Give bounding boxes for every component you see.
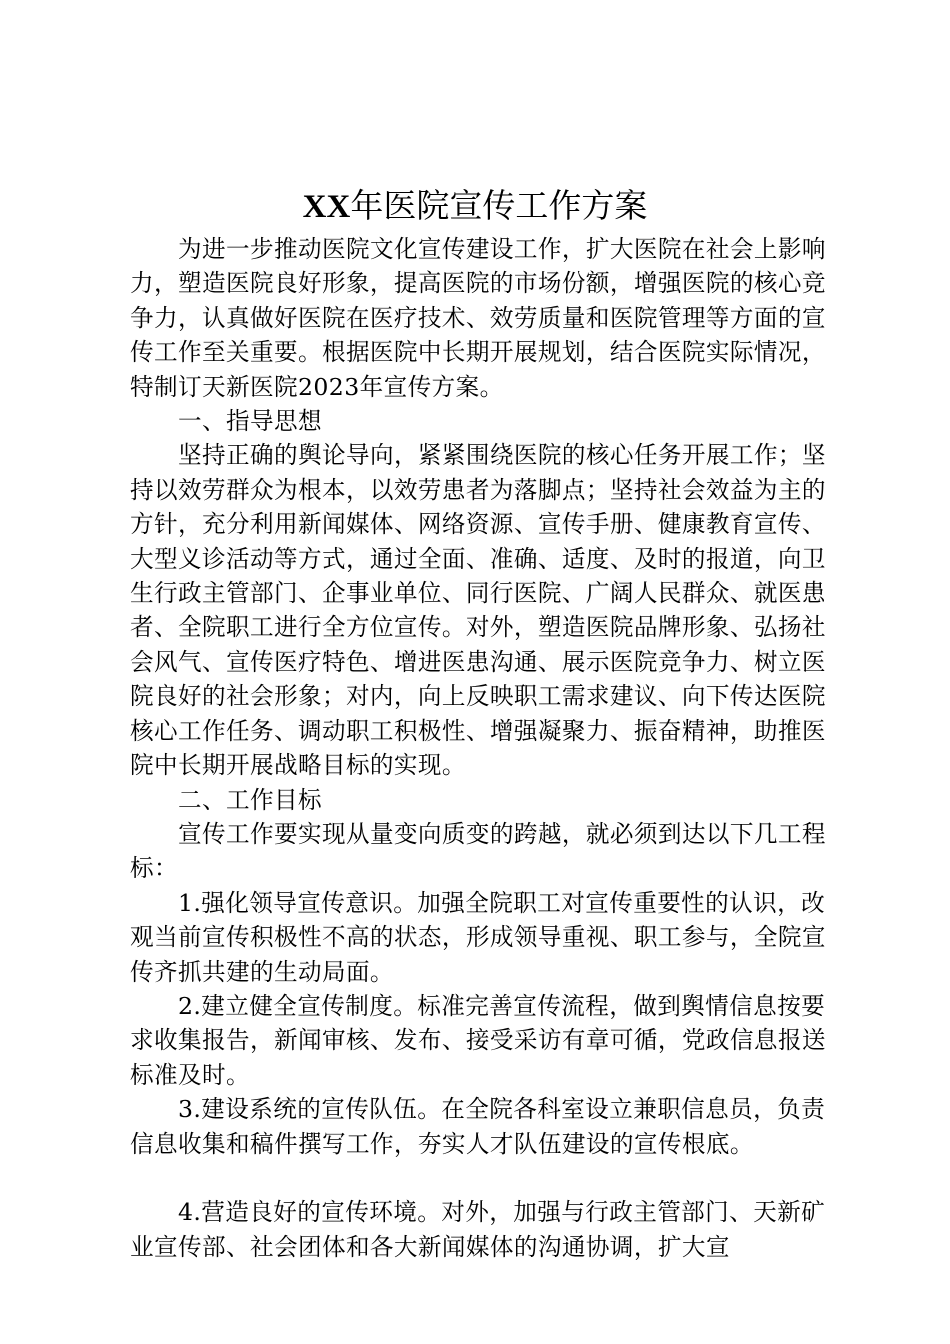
section-1-paragraph: 坚持正确的舆论导向，紧紧围绕医院的核心任务开展工作；坚持以效劳群众为根本，以效劳患者为落脚点；坚持社会效益为主的方针，充分利用新闻媒体、网络资源、宣传手册、健康教育宣传、大型义诊活动等方式，通过全面、准确、适度、及时的报道，向卫生行政主管部门、企事业单位、同行医院、广阔人民群众、就医患者、全院职工进行全方位宣传。对外，塑造医院品牌形象、弘扬社会风气、宣传医疗特色、增进医患沟通、展示医院竞争力、树立医院良好的社会形象；对内，向上反映职工需求建议、向下传达医院核心工作任务、调动职工积极性、增强凝聚力、振奋精神，助推医院中长期开展战略目标的实现。: [130, 441, 826, 780]
section-2-heading: 二、工作目标: [178, 785, 322, 814]
title-prefix: XX: [302, 189, 351, 225]
title-main: 年医院宣传工作方案: [350, 186, 648, 225]
document-title: [0, 183, 950, 230]
section-1-heading: 一、指导思想: [178, 407, 322, 436]
goal-item-2: 2.建立健全宣传制度。标准完善宣传流程，做到舆情信息按要求收集报告，新闻审核、发布、接受采访有章可循，党政信息报送标准及时。: [130, 991, 826, 1089]
goal-item-4: 4.营造良好的宣传环境。对外，加强与行政主管部门、天新矿业宣传部、社会团体和各大新闻媒体的沟通协调，扩大宣: [130, 1198, 826, 1261]
document-body: [130, 232, 830, 1264]
goal-item-1: 1.强化领导宣传意识。加强全院职工对宣传重要性的认识，改观当前宣传积极性不高的状态，形成领导重视、职工参与，全院宣传齐抓共建的生动局面。: [130, 888, 826, 986]
intro-paragraph: 为进一步推动医院文化宣传建设工作，扩大医院在社会上影响力，塑造医院良好形象，提高医院的市场份额，增强医院的核心竞争力，认真做好医院在医疗技术、效劳质量和医院管理等方面的宣传工作至关重要。根据医院中长期开展规划，结合医院实际情况，特制订天新医院2023年宣传方案。: [130, 235, 826, 401]
section-2-lead: 宣传工作要实现从量变向质变的跨越，就必须到达以下几工程标：: [130, 819, 826, 883]
goal-item-3: 3.建设系统的宣传队伍。在全院各科室设立兼职信息员，负责信息收集和稿件撰写工作，夯实人才队伍建设的宣传根底。: [130, 1095, 826, 1158]
